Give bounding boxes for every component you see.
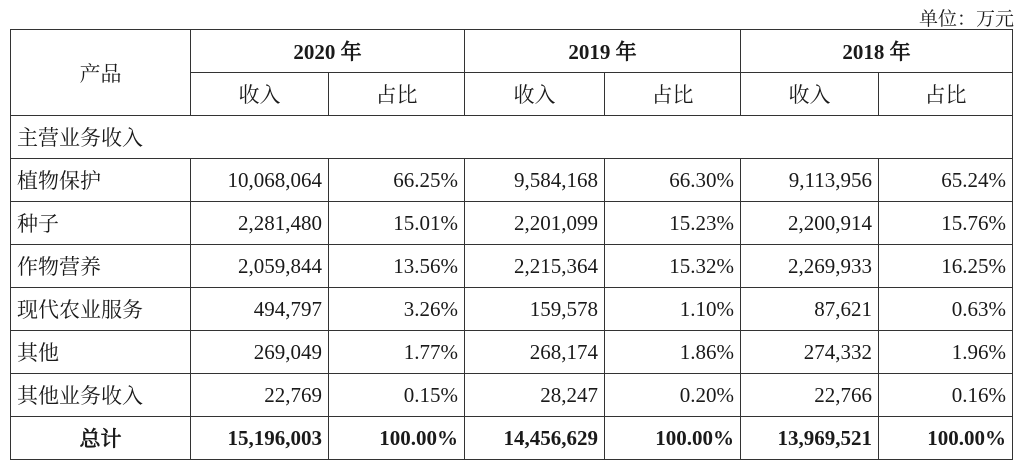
share-cell: 100.00% — [879, 417, 1013, 460]
share-cell: 0.20% — [605, 374, 741, 417]
section-row — [11, 116, 1013, 159]
row-label: 现代农业服务 — [11, 288, 191, 331]
revenue-cell: 15,196,003 — [191, 417, 329, 460]
header-revenue: 收入 — [465, 73, 605, 116]
row-label: 植物保护 — [11, 159, 191, 202]
unit-label: 单位：万元 — [918, 9, 1014, 30]
row-label: 种子 — [11, 202, 191, 245]
revenue-cell: 87,621 — [741, 288, 879, 331]
revenue-cell: 22,766 — [741, 374, 879, 417]
header-product: 产品 — [11, 30, 191, 116]
revenue-cell: 9,113,956 — [741, 159, 879, 202]
table-row — [11, 202, 1013, 245]
share-cell: 16.25% — [879, 245, 1013, 288]
share-cell: 0.15% — [329, 374, 465, 417]
share-cell: 100.00% — [329, 417, 465, 460]
table-row — [11, 245, 1013, 288]
revenue-cell: 274,332 — [741, 331, 879, 374]
header-year-2019: 2019 年 — [465, 30, 741, 73]
share-cell: 65.24% — [879, 159, 1013, 202]
share-cell: 15.76% — [879, 202, 1013, 245]
table-row — [11, 374, 1013, 417]
share-cell: 15.32% — [605, 245, 741, 288]
revenue-cell: 2,269,933 — [741, 245, 879, 288]
row-label: 其他 — [11, 331, 191, 374]
revenue-cell: 2,215,364 — [465, 245, 605, 288]
header-share: 占比 — [605, 73, 741, 116]
share-cell: 0.16% — [879, 374, 1013, 417]
row-label: 作物营养 — [11, 245, 191, 288]
header-share: 占比 — [329, 73, 465, 116]
table-row — [11, 331, 1013, 374]
share-cell: 66.30% — [605, 159, 741, 202]
share-cell: 1.77% — [329, 331, 465, 374]
share-cell: 66.25% — [329, 159, 465, 202]
table-row — [11, 159, 1013, 202]
header-share: 占比 — [879, 73, 1013, 116]
share-cell: 1.10% — [605, 288, 741, 331]
revenue-cell: 159,578 — [465, 288, 605, 331]
share-cell: 13.56% — [329, 245, 465, 288]
share-cell: 1.86% — [605, 331, 741, 374]
revenue-cell: 14,456,629 — [465, 417, 605, 460]
row-label: 总计 — [11, 417, 191, 460]
section-label: 主营业务收入 — [11, 116, 1013, 159]
header-row-years — [11, 30, 1013, 73]
header-year-2020: 2020 年 — [191, 30, 465, 73]
revenue-cell: 2,201,099 — [465, 202, 605, 245]
revenue-cell: 2,059,844 — [191, 245, 329, 288]
revenue-cell: 2,281,480 — [191, 202, 329, 245]
share-cell: 0.63% — [879, 288, 1013, 331]
revenue-cell: 10,068,064 — [191, 159, 329, 202]
revenue-cell: 13,969,521 — [741, 417, 879, 460]
share-cell: 1.96% — [879, 331, 1013, 374]
revenue-cell: 268,174 — [465, 331, 605, 374]
revenue-cell: 2,200,914 — [741, 202, 879, 245]
share-cell: 15.01% — [329, 202, 465, 245]
revenue-cell: 22,769 — [191, 374, 329, 417]
header-revenue: 收入 — [741, 73, 879, 116]
revenue-cell: 9,584,168 — [465, 159, 605, 202]
revenue-cell: 28,247 — [465, 374, 605, 417]
revenue-cell: 494,797 — [191, 288, 329, 331]
share-cell: 3.26% — [329, 288, 465, 331]
header-year-2018: 2018 年 — [741, 30, 1013, 73]
revenue-table — [10, 29, 1013, 460]
share-cell: 100.00% — [605, 417, 741, 460]
total-row — [11, 417, 1013, 460]
row-label: 其他业务收入 — [11, 374, 191, 417]
header-revenue: 收入 — [191, 73, 329, 116]
table-row — [11, 288, 1013, 331]
share-cell: 15.23% — [605, 202, 741, 245]
revenue-cell: 269,049 — [191, 331, 329, 374]
